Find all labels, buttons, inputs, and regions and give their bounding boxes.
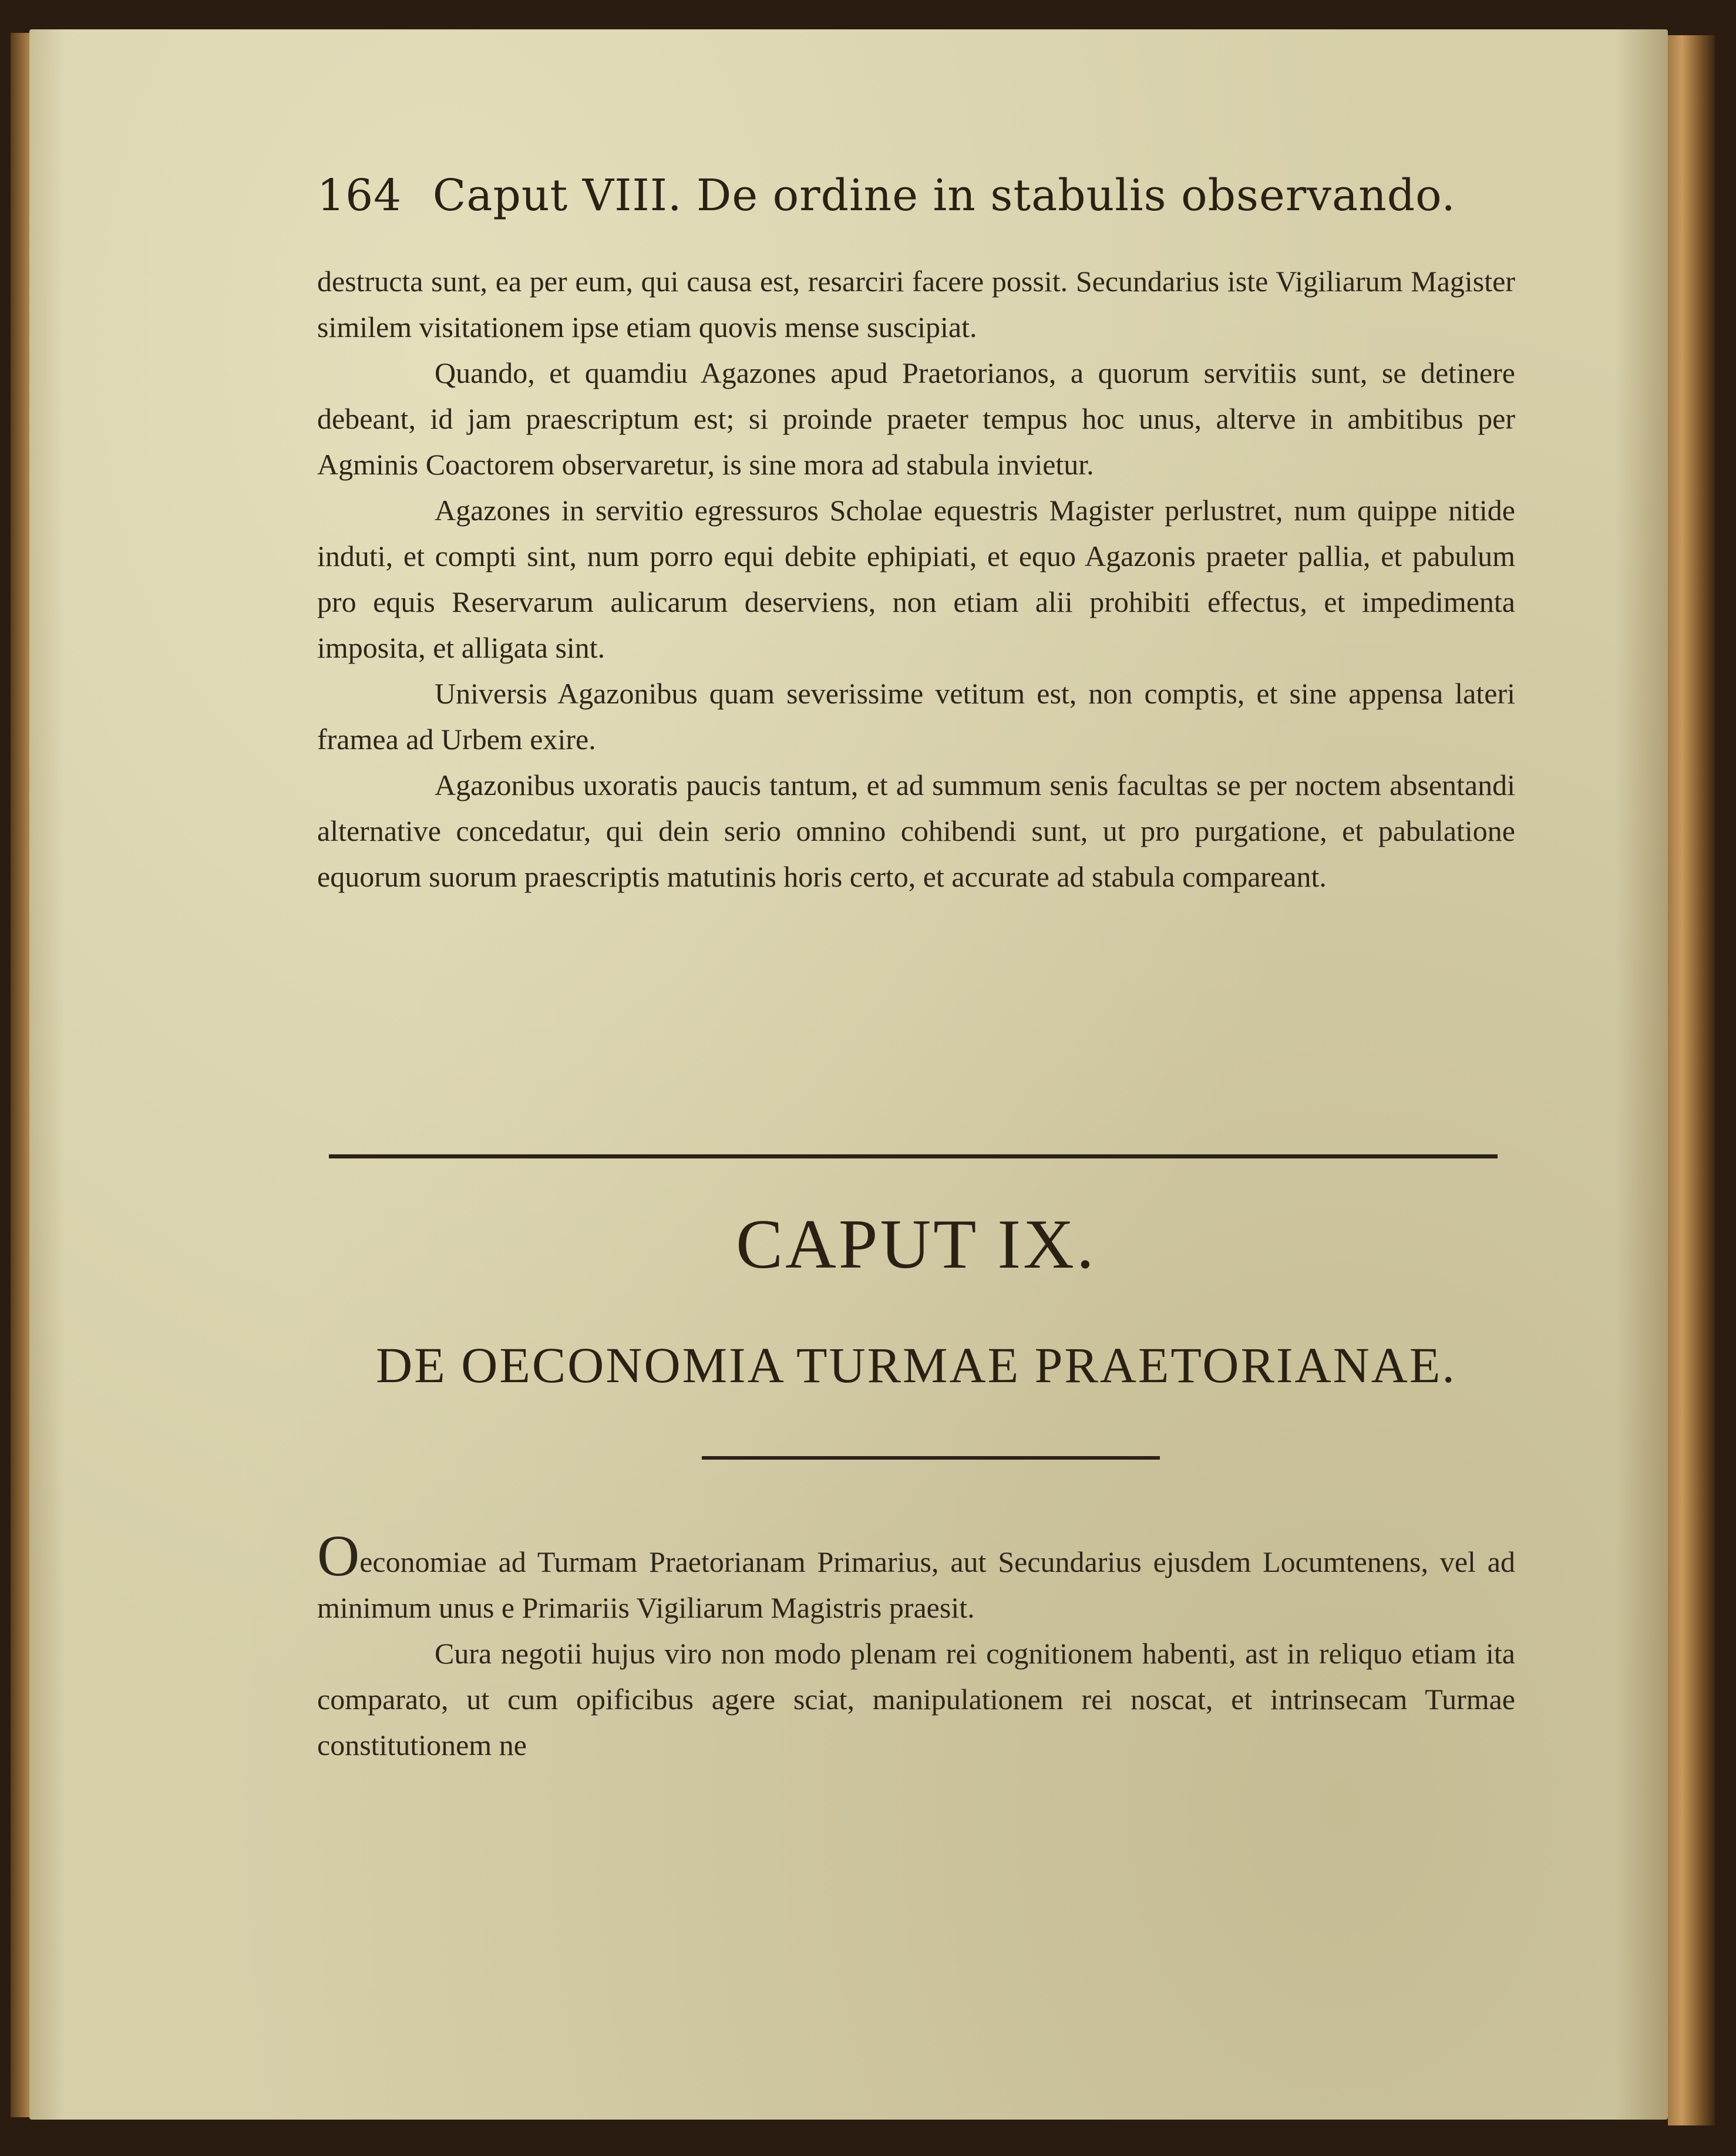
paragraph: Universis Agazonibus quam severissime vetitum est, non comptis, et sine appensa lateri framea ad Urbem exire. <box>317 677 1515 756</box>
paragraph-rest: economiae ad Turmam Praetorianam Primarius, aut Secundarius ejusdem Locumtenens, vel ad minimum unus e Primariis Vigiliarum Magistris praesit. <box>317 1545 1515 1624</box>
section-2-text <box>317 1523 1515 1768</box>
book-fore-edge-left <box>11 33 31 2117</box>
chapter-subtitle: DE OECONOMIA TURMAE PRAETORIANAE. <box>376 1337 1456 1393</box>
paragraph: Quando, et quamdiu Agazones apud Praetorianos, a quorum servitiis sunt, se detinere debeant, id jam praescriptum est; si proinde praeter tempus hoc unus, alterve in ambitibus per Agminis Coactorem observaretur, is sine mora ad stabula invietur. <box>317 356 1515 481</box>
paragraph: Cura negotii hujus viro non modo plenam rei cognitionem habenti, ast in reliquo etiam ita comparato, ut cum opificibus agere sciat, manipulationem rei noscat, et intrinsecam Turmae constitutionem ne <box>317 1637 1515 1761</box>
paragraph <box>317 1523 1515 1631</box>
page-number: 164 <box>317 170 402 221</box>
section-divider-rule <box>329 1154 1498 1158</box>
running-head-chapter: Caput VIII. <box>432 170 682 221</box>
paragraph: Agazones in servitio egressuros Scholae equestris Magister perlustret, num quippe nitide induti, et compti sint, num porro equi debite ephipiati, et equo Agazonis praeter pallia, et pabulum pro equis Reservarum aulicarum deserviens, non etiam alii prohibiti effectus, et impedimenta imposita, et alligata sint. <box>317 494 1515 664</box>
book-binding-edge <box>1668 35 1715 2125</box>
drop-cap: O <box>317 1523 360 1588</box>
running-head-title: De ordine in stabulis observando. <box>697 170 1456 221</box>
paragraph: Agazonibus uxoratis paucis tantum, et ad summum senis facultas se per noctem absentandi alternative concedatur, qui dein serio omnino cohibendi sunt, ut pro purgatione, et pabulatione equorum suorum praescriptis matutinis horis certo, et accurate ad stabula compareant. <box>317 769 1515 893</box>
chapter-title: CAPUT IX. <box>736 1205 1096 1283</box>
short-divider-rule <box>702 1456 1160 1460</box>
paragraph: destructa sunt, ea per eum, qui causa est, resarciri facere possit. Secundarius iste Vigiliarum Magister similem visitationem ipse etiam quovis mense suscipiat. <box>317 265 1515 343</box>
section-1-text <box>317 258 1515 900</box>
running-head <box>317 170 1492 221</box>
